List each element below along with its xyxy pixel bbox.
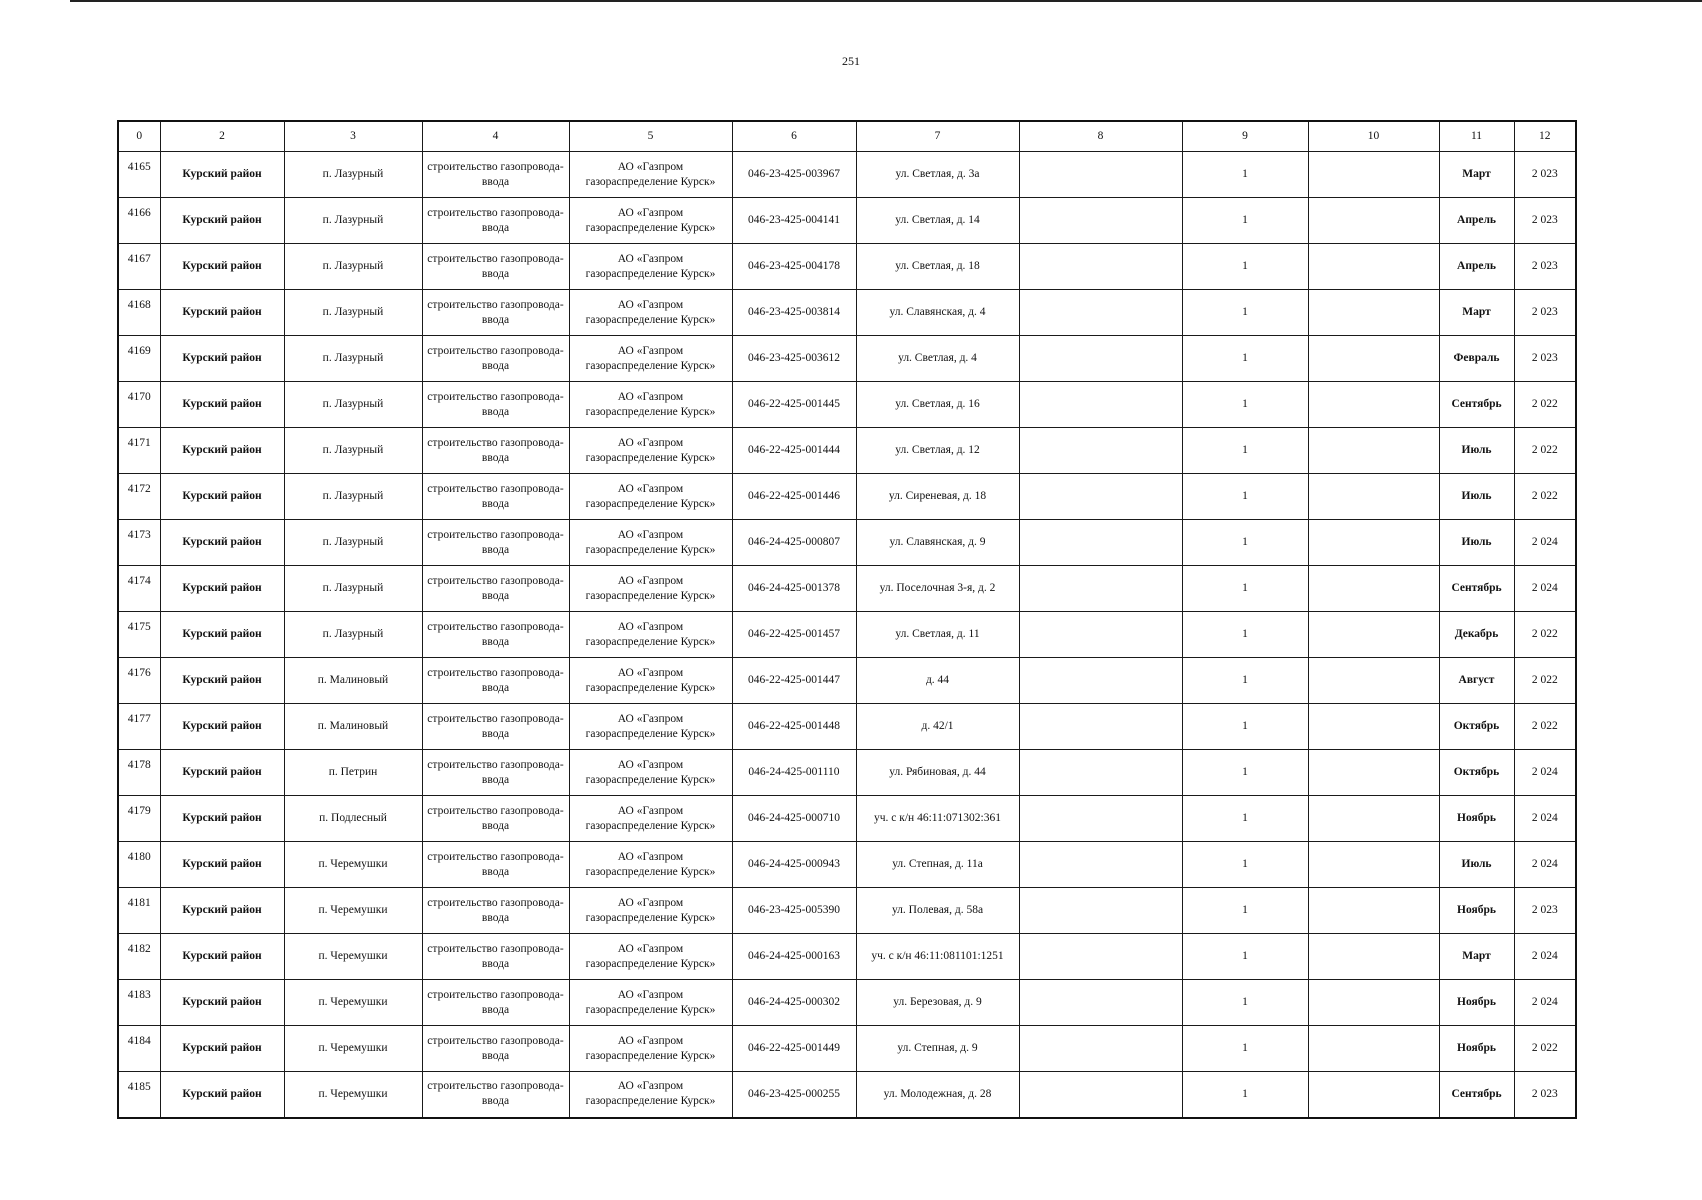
table-cell-addr: ул. Поселочная 3-я, д. 2 [856, 566, 1019, 612]
table-row [118, 474, 1576, 520]
table-cell-num: 4174 [118, 566, 160, 612]
table-cell-code: 046-22-425-001446 [732, 474, 856, 520]
table-cell-col10 [1308, 428, 1439, 474]
table-row [118, 566, 1576, 612]
table-cell-org: АО «Газпром газораспределение Курск» [569, 704, 732, 750]
table-cell-addr: ул. Славянская, д. 9 [856, 520, 1019, 566]
table-cell-addr: ул. Светлая, д. 4 [856, 336, 1019, 382]
table-cell-num: 4183 [118, 980, 160, 1026]
table-cell-code: 046-22-425-001448 [732, 704, 856, 750]
table-cell-col10 [1308, 244, 1439, 290]
table-cell-loc: Курский район [160, 152, 284, 198]
table-cell-place: п. Лазурный [284, 474, 422, 520]
table-cell-loc: Курский район [160, 750, 284, 796]
table-cell-org: АО «Газпром газораспределение Курск» [569, 382, 732, 428]
table-row [118, 198, 1576, 244]
table-cell-month: Сентябрь [1439, 382, 1514, 428]
table-row [118, 750, 1576, 796]
table-cell-work: строительство газопровода-ввода [422, 336, 569, 382]
table-cell-place: п. Лазурный [284, 428, 422, 474]
table-cell-loc: Курский район [160, 842, 284, 888]
table-cell-code: 046-22-425-001457 [732, 612, 856, 658]
table-cell-count: 1 [1182, 566, 1308, 612]
table-cell-place: п. Лазурный [284, 336, 422, 382]
table-cell-org: АО «Газпром газораспределение Курск» [569, 658, 732, 704]
table-cell-work: строительство газопровода-ввода [422, 934, 569, 980]
table-cell-year: 2 023 [1514, 244, 1576, 290]
table-cell-year: 2 024 [1514, 980, 1576, 1026]
table-cell-code: 046-23-425-003814 [732, 290, 856, 336]
table-cell-org: АО «Газпром газораспределение Курск» [569, 566, 732, 612]
table-cell-code: 046-24-425-000807 [732, 520, 856, 566]
table-cell-col10 [1308, 290, 1439, 336]
table-cell-num: 4170 [118, 382, 160, 428]
table-cell-num: 4172 [118, 474, 160, 520]
table-cell-year: 2 023 [1514, 198, 1576, 244]
table-cell-place: п. Лазурный [284, 520, 422, 566]
table-body [118, 152, 1576, 1118]
table-row [118, 290, 1576, 336]
table-cell-loc: Курский район [160, 336, 284, 382]
table-cell-year: 2 022 [1514, 382, 1576, 428]
table-cell-org: АО «Газпром газораспределение Курск» [569, 152, 732, 198]
table-cell-count: 1 [1182, 520, 1308, 566]
table-cell-work: строительство газопровода-ввода [422, 796, 569, 842]
table-cell-loc: Курский район [160, 704, 284, 750]
table-cell-loc: Курский район [160, 980, 284, 1026]
table-cell-col8 [1019, 382, 1182, 428]
table-cell-code: 046-22-425-001447 [732, 658, 856, 704]
table-cell-place: п. Черемушки [284, 842, 422, 888]
table-cell-count: 1 [1182, 612, 1308, 658]
table-row [118, 980, 1576, 1026]
table-cell-col8 [1019, 980, 1182, 1026]
table-cell-num: 4166 [118, 198, 160, 244]
table-cell-count: 1 [1182, 796, 1308, 842]
table-cell-loc: Курский район [160, 428, 284, 474]
table-cell-place: п. Черемушки [284, 1026, 422, 1072]
table-cell-year: 2 024 [1514, 934, 1576, 980]
table-cell-col10 [1308, 750, 1439, 796]
table-cell-col8 [1019, 612, 1182, 658]
table-cell-addr: ул. Славянская, д. 4 [856, 290, 1019, 336]
table-cell-place: п. Черемушки [284, 1072, 422, 1118]
table-cell-place: п. Лазурный [284, 382, 422, 428]
table-cell-count: 1 [1182, 750, 1308, 796]
table-cell-addr: ул. Светлая, д. 11 [856, 612, 1019, 658]
table-cell-month: Июль [1439, 842, 1514, 888]
table-cell-col10 [1308, 888, 1439, 934]
table-cell-col10 [1308, 198, 1439, 244]
table-cell-work: строительство газопровода-ввода [422, 520, 569, 566]
table-cell-addr: ул. Степная, д. 9 [856, 1026, 1019, 1072]
table-cell-col8 [1019, 198, 1182, 244]
table-cell-org: АО «Газпром газораспределение Курск» [569, 1072, 732, 1118]
table-cell-code: 046-22-425-001444 [732, 428, 856, 474]
table-cell-col10 [1308, 336, 1439, 382]
table-cell-code: 046-24-425-000943 [732, 842, 856, 888]
table-cell-org: АО «Газпром газораспределение Курск» [569, 796, 732, 842]
column-header-9: 9 [1182, 121, 1308, 152]
table-cell-num: 4180 [118, 842, 160, 888]
table-cell-month: Июль [1439, 520, 1514, 566]
table-cell-loc: Курский район [160, 658, 284, 704]
table-cell-count: 1 [1182, 842, 1308, 888]
column-header-6: 6 [732, 121, 856, 152]
table-cell-loc: Курский район [160, 1072, 284, 1118]
table-cell-col10 [1308, 152, 1439, 198]
column-header-10: 10 [1308, 121, 1439, 152]
table-cell-code: 046-23-425-004141 [732, 198, 856, 244]
table-cell-col8 [1019, 566, 1182, 612]
table-cell-col10 [1308, 382, 1439, 428]
table-cell-count: 1 [1182, 244, 1308, 290]
table-cell-col10 [1308, 1072, 1439, 1118]
table-cell-loc: Курский район [160, 612, 284, 658]
table-cell-year: 2 022 [1514, 428, 1576, 474]
table-cell-year: 2 022 [1514, 704, 1576, 750]
table-cell-col10 [1308, 796, 1439, 842]
table-cell-org: АО «Газпром газораспределение Курск» [569, 934, 732, 980]
table-cell-work: строительство газопровода-ввода [422, 842, 569, 888]
table-cell-code: 046-24-425-000163 [732, 934, 856, 980]
table-cell-place: п. Лазурный [284, 612, 422, 658]
table-cell-code: 046-22-425-001449 [732, 1026, 856, 1072]
table-cell-year: 2 023 [1514, 290, 1576, 336]
table-cell-place: п. Лазурный [284, 152, 422, 198]
table-row [118, 934, 1576, 980]
table-cell-place: п. Черемушки [284, 934, 422, 980]
table-cell-num: 4177 [118, 704, 160, 750]
table-cell-work: строительство газопровода-ввода [422, 244, 569, 290]
table-cell-month: Июль [1439, 474, 1514, 520]
table-cell-work: строительство газопровода-ввода [422, 750, 569, 796]
table-cell-col8 [1019, 704, 1182, 750]
table-cell-place: п. Лазурный [284, 198, 422, 244]
table-cell-place: п. Лазурный [284, 566, 422, 612]
table-cell-year: 2 022 [1514, 474, 1576, 520]
table-cell-code: 046-24-425-001378 [732, 566, 856, 612]
table-cell-place: п. Лазурный [284, 244, 422, 290]
table-cell-work: строительство газопровода-ввода [422, 612, 569, 658]
table-cell-col8 [1019, 474, 1182, 520]
table-cell-addr: ул. Березовая, д. 9 [856, 980, 1019, 1026]
table-cell-addr: ул. Рябиновая, д. 44 [856, 750, 1019, 796]
table-cell-org: АО «Газпром газораспределение Курск» [569, 750, 732, 796]
table-cell-count: 1 [1182, 980, 1308, 1026]
table-cell-col8 [1019, 1026, 1182, 1072]
table-row [118, 704, 1576, 750]
table-cell-addr: ул. Сиреневая, д. 18 [856, 474, 1019, 520]
table-cell-count: 1 [1182, 1072, 1308, 1118]
table-cell-work: строительство газопровода-ввода [422, 888, 569, 934]
table-cell-col8 [1019, 244, 1182, 290]
table-cell-loc: Курский район [160, 1026, 284, 1072]
table-cell-addr: д. 44 [856, 658, 1019, 704]
table-cell-work: строительство газопровода-ввода [422, 1072, 569, 1118]
table-cell-count: 1 [1182, 1026, 1308, 1072]
table-cell-month: Сентябрь [1439, 1072, 1514, 1118]
table-row [118, 382, 1576, 428]
table-cell-num: 4185 [118, 1072, 160, 1118]
table-cell-num: 4182 [118, 934, 160, 980]
table-cell-col10 [1308, 658, 1439, 704]
table-cell-col8 [1019, 336, 1182, 382]
table-cell-place: п. Лазурный [284, 290, 422, 336]
table-cell-org: АО «Газпром газораспределение Курск» [569, 612, 732, 658]
table-cell-place: п. Черемушки [284, 888, 422, 934]
table-cell-org: АО «Газпром газораспределение Курск» [569, 888, 732, 934]
table-cell-place: п. Черемушки [284, 980, 422, 1026]
table-cell-num: 4176 [118, 658, 160, 704]
table-cell-col8 [1019, 520, 1182, 566]
table-cell-org: АО «Газпром газораспределение Курск» [569, 474, 732, 520]
table-cell-code: 046-24-425-000710 [732, 796, 856, 842]
table-cell-num: 4167 [118, 244, 160, 290]
table-cell-month: Ноябрь [1439, 796, 1514, 842]
table-cell-work: строительство газопровода-ввода [422, 980, 569, 1026]
table-cell-loc: Курский район [160, 290, 284, 336]
table-cell-loc: Курский район [160, 888, 284, 934]
table-cell-place: п. Малиновый [284, 704, 422, 750]
column-header-7: 7 [856, 121, 1019, 152]
table-cell-org: АО «Газпром газораспределение Курск» [569, 244, 732, 290]
table-cell-num: 4173 [118, 520, 160, 566]
table-cell-loc: Курский район [160, 796, 284, 842]
table-cell-loc: Курский район [160, 382, 284, 428]
table-cell-count: 1 [1182, 474, 1308, 520]
table-cell-col10 [1308, 980, 1439, 1026]
table-cell-month: Ноябрь [1439, 888, 1514, 934]
table-cell-work: строительство газопровода-ввода [422, 658, 569, 704]
table-cell-month: Март [1439, 290, 1514, 336]
table-cell-loc: Курский район [160, 520, 284, 566]
table-cell-addr: уч. с к/н 46:11:071302:361 [856, 796, 1019, 842]
table-row [118, 658, 1576, 704]
table-cell-col10 [1308, 934, 1439, 980]
table-row [118, 842, 1576, 888]
table-cell-org: АО «Газпром газораспределение Курск» [569, 428, 732, 474]
table-cell-code: 046-22-425-001445 [732, 382, 856, 428]
table-cell-num: 4179 [118, 796, 160, 842]
table-cell-num: 4175 [118, 612, 160, 658]
table-cell-year: 2 023 [1514, 152, 1576, 198]
table-cell-month: Февраль [1439, 336, 1514, 382]
table-row [118, 336, 1576, 382]
table-cell-col8 [1019, 658, 1182, 704]
table-cell-month: Июль [1439, 428, 1514, 474]
table-row [118, 520, 1576, 566]
table-cell-addr: ул. Светлая, д. 14 [856, 198, 1019, 244]
table-cell-code: 046-24-425-000302 [732, 980, 856, 1026]
table-cell-year: 2 023 [1514, 888, 1576, 934]
table-cell-count: 1 [1182, 152, 1308, 198]
table-cell-year: 2 024 [1514, 842, 1576, 888]
table-cell-count: 1 [1182, 888, 1308, 934]
table-cell-org: АО «Газпром газораспределение Курск» [569, 1026, 732, 1072]
table-cell-count: 1 [1182, 704, 1308, 750]
table-cell-count: 1 [1182, 336, 1308, 382]
table-cell-code: 046-23-425-000255 [732, 1072, 856, 1118]
table-cell-col10 [1308, 474, 1439, 520]
table-cell-col10 [1308, 566, 1439, 612]
table-cell-work: строительство газопровода-ввода [422, 198, 569, 244]
table-cell-col8 [1019, 888, 1182, 934]
table-cell-addr: ул. Светлая, д. 16 [856, 382, 1019, 428]
table-cell-num: 4171 [118, 428, 160, 474]
table-cell-col10 [1308, 1026, 1439, 1072]
table-cell-col8 [1019, 842, 1182, 888]
table-cell-year: 2 022 [1514, 658, 1576, 704]
table-cell-addr: ул. Светлая, д. 12 [856, 428, 1019, 474]
column-header-0: 0 [118, 121, 160, 152]
table-row [118, 1072, 1576, 1118]
table-row [118, 888, 1576, 934]
table-cell-year: 2 023 [1514, 336, 1576, 382]
table-cell-year: 2 024 [1514, 566, 1576, 612]
table-cell-month: Ноябрь [1439, 980, 1514, 1026]
table-cell-work: строительство газопровода-ввода [422, 382, 569, 428]
table-cell-col8 [1019, 1072, 1182, 1118]
table-cell-org: АО «Газпром газораспределение Курск» [569, 980, 732, 1026]
table-cell-year: 2 022 [1514, 612, 1576, 658]
table-cell-year: 2 024 [1514, 520, 1576, 566]
table-cell-code: 046-23-425-004178 [732, 244, 856, 290]
table-cell-num: 4165 [118, 152, 160, 198]
table-cell-work: строительство газопровода-ввода [422, 474, 569, 520]
table-cell-num: 4168 [118, 290, 160, 336]
table-cell-count: 1 [1182, 934, 1308, 980]
table-cell-place: п. Петрин [284, 750, 422, 796]
table-cell-work: строительство газопровода-ввода [422, 704, 569, 750]
table-cell-num: 4181 [118, 888, 160, 934]
table-cell-org: АО «Газпром газораспределение Курск» [569, 198, 732, 244]
header-row [118, 121, 1576, 152]
table-cell-addr: ул. Светлая, д. 18 [856, 244, 1019, 290]
table-cell-code: 046-23-425-005390 [732, 888, 856, 934]
table-cell-col8 [1019, 152, 1182, 198]
column-header-2: 2 [160, 121, 284, 152]
table-cell-year: 2 024 [1514, 750, 1576, 796]
table-cell-loc: Курский район [160, 934, 284, 980]
table-cell-loc: Курский район [160, 198, 284, 244]
table-cell-addr: ул. Степная, д. 11а [856, 842, 1019, 888]
table-cell-year: 2 024 [1514, 796, 1576, 842]
table-cell-org: АО «Газпром газораспределение Курск» [569, 290, 732, 336]
table-cell-loc: Курский район [160, 474, 284, 520]
table-cell-addr: д. 42/1 [856, 704, 1019, 750]
table-cell-place: п. Подлесный [284, 796, 422, 842]
table-cell-addr: уч. с к/н 46:11:081101:1251 [856, 934, 1019, 980]
table-cell-org: АО «Газпром газораспределение Курск» [569, 520, 732, 566]
table-row [118, 796, 1576, 842]
column-header-12: 12 [1514, 121, 1576, 152]
table-cell-work: строительство газопровода-ввода [422, 566, 569, 612]
table-cell-count: 1 [1182, 428, 1308, 474]
table-cell-month: Октябрь [1439, 750, 1514, 796]
table-cell-addr: ул. Полевая, д. 58а [856, 888, 1019, 934]
table-cell-col8 [1019, 428, 1182, 474]
table-cell-col8 [1019, 290, 1182, 336]
table-cell-month: Апрель [1439, 198, 1514, 244]
table-cell-month: Март [1439, 934, 1514, 980]
top-rule [70, 0, 1702, 2]
column-header-5: 5 [569, 121, 732, 152]
table-cell-place: п. Малиновый [284, 658, 422, 704]
table-cell-count: 1 [1182, 658, 1308, 704]
table-cell-num: 4178 [118, 750, 160, 796]
table-cell-loc: Курский район [160, 566, 284, 612]
table-cell-work: строительство газопровода-ввода [422, 152, 569, 198]
table-cell-month: Март [1439, 152, 1514, 198]
column-header-8: 8 [1019, 121, 1182, 152]
table-cell-year: 2 022 [1514, 1026, 1576, 1072]
table-cell-addr: ул. Молодежная, д. 28 [856, 1072, 1019, 1118]
column-header-4: 4 [422, 121, 569, 152]
table-cell-code: 046-23-425-003612 [732, 336, 856, 382]
table-cell-col10 [1308, 612, 1439, 658]
table-cell-col8 [1019, 750, 1182, 796]
table-cell-col10 [1308, 520, 1439, 566]
table-cell-col10 [1308, 842, 1439, 888]
table-cell-col8 [1019, 796, 1182, 842]
table-cell-code: 046-24-425-001110 [732, 750, 856, 796]
table-cell-month: Апрель [1439, 244, 1514, 290]
page-number: 251 [842, 54, 860, 68]
table-cell-count: 1 [1182, 382, 1308, 428]
table-cell-addr: ул. Светлая, д. 3а [856, 152, 1019, 198]
table-row [118, 1026, 1576, 1072]
table-cell-count: 1 [1182, 290, 1308, 336]
table-cell-num: 4169 [118, 336, 160, 382]
table-cell-month: Декабрь [1439, 612, 1514, 658]
table-cell-org: АО «Газпром газораспределение Курск» [569, 842, 732, 888]
table-cell-work: строительство газопровода-ввода [422, 290, 569, 336]
table-cell-work: строительство газопровода-ввода [422, 428, 569, 474]
data-table [117, 120, 1577, 1119]
table-cell-work: строительство газопровода-ввода [422, 1026, 569, 1072]
table-cell-col10 [1308, 704, 1439, 750]
table-cell-month: Сентябрь [1439, 566, 1514, 612]
table-row [118, 428, 1576, 474]
table-cell-month: Октябрь [1439, 704, 1514, 750]
table-cell-org: АО «Газпром газораспределение Курск» [569, 336, 732, 382]
table-cell-code: 046-23-425-003967 [732, 152, 856, 198]
table-cell-month: Август [1439, 658, 1514, 704]
table-row [118, 244, 1576, 290]
table-cell-month: Ноябрь [1439, 1026, 1514, 1072]
column-header-3: 3 [284, 121, 422, 152]
table-cell-count: 1 [1182, 198, 1308, 244]
table-cell-num: 4184 [118, 1026, 160, 1072]
table-cell-year: 2 023 [1514, 1072, 1576, 1118]
table-cell-loc: Курский район [160, 244, 284, 290]
column-header-11: 11 [1439, 121, 1514, 152]
table-row [118, 152, 1576, 198]
table-row [118, 612, 1576, 658]
table-cell-col8 [1019, 934, 1182, 980]
